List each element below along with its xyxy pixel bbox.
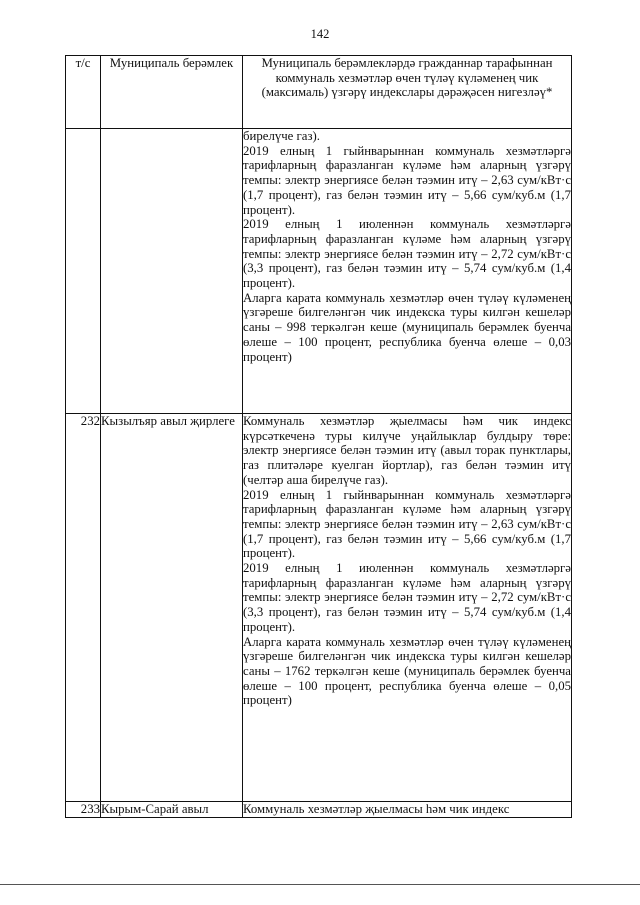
row-municipality: Кызылъяр авыл җирлеге bbox=[101, 414, 243, 802]
row-justification bbox=[243, 129, 572, 414]
row-municipality: Кырым-Сарай авыл bbox=[101, 802, 243, 818]
row-number: 232 bbox=[66, 414, 101, 802]
table-header-row bbox=[66, 56, 572, 129]
paragraph: Коммуналь хезмәтләр җыелмасы һәм чик индекс күрсәткеченә туры килүче уңайлыклар булдыру төре: электр энергиясе белән тәэмин итү (авыл торак пунктлары, газ плитәләре куелган йортлар), газ белән тәэмин итү (челтәр аша бирелүче газ). bbox=[243, 414, 571, 487]
paragraph: Аларга карата коммуналь хезмәтләр өчен түләү күләменең үзгәреше билгеләнгән чик индекска туры килгән кешеләр саны – 998 теркәлгән кеше (муниципаль берәмлек буенча өлеше – 100 процент, республика буенча өлеше – 0,03 процент) bbox=[243, 290, 571, 364]
row-justification bbox=[243, 414, 572, 802]
paragraph: бирелүче газ). bbox=[243, 129, 320, 143]
table-row bbox=[66, 414, 572, 802]
paragraph: 2019 елның 1 гыйнварыннан коммуналь хезмәтләргә тарифларның фаразланган күләме һәм аларның үзгәрү темпы: электр энергиясе белән тәэмин итү – 2,63 сум/кВт·с (1,7 процент), газ белән тәэмин итү – 5,66 сум/куб.м (1,7 процент). bbox=[243, 143, 571, 217]
header-number: т/с bbox=[66, 56, 101, 129]
header-justification: Муниципаль берәмлекләрдә гражданнар тарафыннан коммуналь хезмәтләр өчен түләү күләменең чик (максималь) үзгәрү индекслары дәрәҗәсен нигезләү* bbox=[243, 56, 572, 129]
paragraph: Коммуналь хезмәтләр җыелмасы һәм чик индекс bbox=[243, 802, 510, 816]
tariff-index-table bbox=[65, 55, 572, 818]
row-number bbox=[66, 129, 101, 414]
table-row bbox=[66, 802, 572, 818]
row-number: 233 bbox=[66, 802, 101, 818]
row-justification bbox=[243, 802, 572, 818]
page-number: 142 bbox=[310, 27, 330, 41]
table-row bbox=[66, 129, 572, 414]
header-municipality: Муниципаль берәмлек bbox=[101, 56, 243, 129]
page-bottom-rule bbox=[0, 884, 640, 885]
paragraph: Аларга карата коммуналь хезмәтләр өчен түләү күләменең үзгәреше билгеләнгән чик индекска туры килгән кешеләр саны – 1762 теркәлгән кеше (муниципаль берәмлек буенча өлеше – 100 процент, республика буенча өлеше – 0,05 процент) bbox=[243, 634, 571, 708]
paragraph: 2019 елның 1 июленнән коммуналь хезмәтләргә тарифларның фаразланган күләме һәм аларның үзгәрү темпы: электр энергиясе белән тәэмин итү – 2,72 сум/кВт·с (3,3 процент), газ белән тәэмин итү – 5,74 сум/куб.м (1,4 процент). bbox=[243, 561, 571, 634]
paragraph: 2019 елның 1 июленнән коммуналь хезмәтләргә тарифларның фаразланган күләме һәм аларның үзгәрү темпы: электр энергиясе белән тәэмин итү – 2,72 сум/кВт·с (3,3 процент), газ белән тәэмин итү – 5,74 сум/куб.м (1,4 процент). bbox=[243, 217, 571, 291]
paragraph: 2019 елның 1 гыйнварыннан коммуналь хезмәтләргә тарифларның фаразланган күләме һәм аларның үзгәрү темпы: электр энергиясе белән тәэмин итү – 2,63 сум/кВт·с (1,7 процент), газ белән тәэмин итү – 5,66 сум/куб.м (1,7 процент). bbox=[243, 487, 571, 561]
row-municipality bbox=[101, 129, 243, 414]
